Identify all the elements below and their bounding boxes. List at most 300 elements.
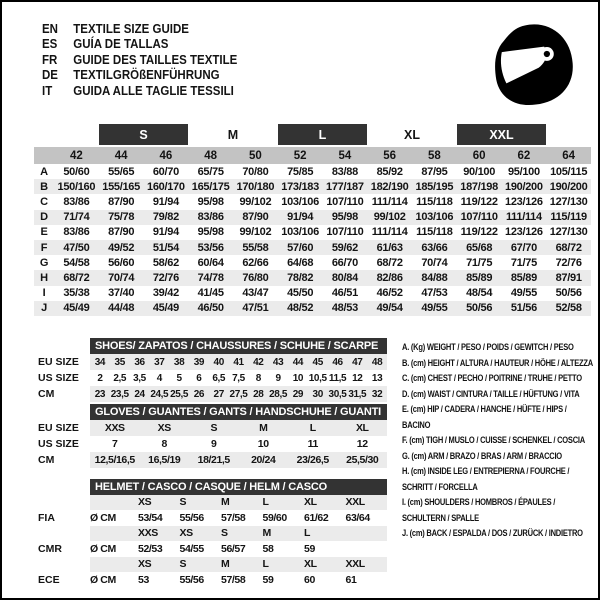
gutter	[34, 479, 90, 495]
size-cell: 8	[161, 438, 167, 450]
size-cell: M	[221, 557, 263, 573]
measurement-cell: 95/98	[331, 211, 358, 224]
standard-label: CMR	[38, 542, 62, 555]
measurement-cell: 47/51	[242, 302, 269, 315]
measurement-cell: 50/60	[63, 165, 90, 178]
measurement-cell: 190/200	[549, 180, 588, 193]
size-row-cm	[34, 452, 387, 468]
legend-item: C. (cm) CHEST / PECHO / POITRINE / TRUHE / PETTO	[402, 373, 582, 383]
measurement-cell: 87/90	[108, 195, 135, 208]
size-cell: 61/62	[304, 511, 329, 524]
guide-title: GUIDA ALLE TAGLIE TESSILI	[73, 83, 234, 98]
measurement-cell: 70/74	[108, 271, 135, 284]
measurement-cell: 150/160	[57, 180, 96, 193]
size-cell: 53	[138, 573, 149, 586]
row-label: EU SIZE	[38, 356, 79, 368]
measurement-cell: 49/52	[108, 241, 135, 254]
size-cell: 26	[189, 386, 209, 402]
size-number: 56	[383, 149, 397, 162]
standard-label	[34, 557, 90, 573]
measurement-row	[34, 194, 591, 209]
measurement-cell: 71/75	[466, 256, 493, 269]
measurement-cell: 65/68	[466, 241, 493, 254]
measurement-cell: 50/56	[466, 302, 493, 315]
size-cell: 60	[304, 573, 315, 586]
measurement-cell: 51/56	[510, 302, 537, 315]
size-cell: M	[221, 495, 263, 511]
measurement-cell: 79/82	[152, 211, 179, 224]
measurement-cell: 60/70	[152, 165, 179, 178]
measurement-cell: 83/88	[331, 165, 358, 178]
size-cell: 37	[149, 354, 169, 370]
measurement-cell: 78/82	[287, 271, 314, 284]
measurement-cell: 72/76	[555, 256, 582, 269]
measurement-cell: 55/58	[242, 241, 269, 254]
measurement-cell: 47/50	[63, 241, 90, 254]
size-cell: 47	[347, 354, 367, 370]
measurement-cell: 123/126	[505, 226, 543, 239]
measurement-cell: 50/56	[555, 287, 582, 300]
measurement-cell: 47/53	[421, 287, 448, 300]
legend-item: B. (cm) HEIGHT / ALTURA / HAUTEUR / HÖHE / ALTEZZA	[402, 357, 593, 368]
measurement-cell: 85/89	[466, 271, 493, 284]
table-header-row	[34, 338, 387, 354]
measurement-cell: 119/122	[460, 195, 498, 208]
size-cell: L	[288, 420, 338, 436]
measurement-cell: 62/66	[242, 256, 269, 269]
size-row-cm	[34, 386, 387, 402]
measurement-legend	[402, 340, 596, 542]
diameter-cell: Ø CM	[90, 542, 116, 555]
measurement-cell: 66/70	[331, 256, 358, 269]
measurement-cell: 155/165	[102, 180, 140, 193]
size-cell: 9	[211, 438, 217, 450]
measurement-row	[34, 255, 591, 270]
standard-row-ece	[34, 572, 387, 588]
language-row	[42, 68, 237, 83]
measurement-cell: 39/42	[152, 287, 179, 300]
measurement-cell: 107/110	[460, 211, 498, 224]
size-cell: 23/26,5	[288, 452, 338, 468]
size-cell: 63/64	[345, 511, 370, 524]
size-cell: M	[263, 526, 305, 542]
spacer	[546, 124, 591, 145]
measurement-cell: 190/200	[505, 180, 543, 193]
measurement-cell: 111/114	[505, 211, 542, 224]
measurement-cell: 55/65	[108, 165, 135, 178]
measurement-cell: 165/175	[191, 180, 230, 193]
row-letter: F	[40, 241, 48, 254]
measurement-cell: 48/54	[466, 287, 493, 300]
measurement-cell: 99/102	[373, 211, 406, 224]
legend-item: J. (cm) BACK / ESPALDA / DOS / ZURÜCK / INDIETRO	[402, 528, 583, 538]
size-cell: 27,5	[229, 386, 249, 402]
measurement-cell: 45/50	[287, 287, 314, 300]
size-cell: 30,5	[328, 386, 348, 402]
size-label-row	[34, 557, 387, 573]
language-row	[42, 37, 237, 52]
size-cell: 59	[262, 573, 274, 586]
size-cell: 20/24	[239, 452, 289, 468]
table-title: GLOVES / GUANTES / GANTS / HANDSCHUHE / GUANTI	[90, 404, 387, 420]
measurement-cell: 49/55	[421, 302, 448, 315]
measurement-cell: 99/102	[239, 195, 272, 208]
language-row	[42, 22, 237, 37]
size-cell: L	[263, 495, 305, 511]
size-number: 54	[338, 149, 352, 162]
measurement-cell: 115/118	[416, 226, 453, 239]
measurement-cell: 46/50	[197, 302, 224, 315]
size-row-us-size	[34, 436, 387, 452]
size-cell: 12	[356, 438, 368, 450]
language-code: IT	[42, 83, 53, 98]
measurement-cell: 103/106	[415, 211, 454, 224]
size-row-eu-size	[34, 420, 387, 436]
standard-label	[34, 526, 90, 542]
measurement-cell: 75/85	[287, 165, 314, 178]
size-cell: XS	[180, 526, 222, 542]
row-label: US SIZE	[38, 438, 79, 450]
measurement-cell: 67/70	[510, 241, 537, 254]
size-cell: 57/58	[221, 511, 246, 524]
size-cell: 25,5/30	[338, 452, 388, 468]
diameter-cell: Ø CM	[90, 511, 116, 524]
measurement-cell: 64/68	[287, 256, 314, 269]
guide-title: TEXTILGRÖßENFÜHRUNG	[73, 68, 220, 83]
size-cell: 28,5	[268, 386, 288, 402]
size-number: 50	[248, 149, 262, 162]
spacer	[34, 147, 54, 164]
measurement-cell: 95/98	[197, 195, 224, 208]
size-group-xxl: XXL	[457, 124, 547, 145]
size-cell: XXS	[138, 526, 180, 542]
measurement-cell: 57/60	[287, 241, 314, 254]
size-label-row	[34, 526, 387, 542]
size-cell: 28	[248, 386, 268, 402]
row-label: US SIZE	[38, 372, 79, 384]
row-letter: J	[41, 302, 47, 315]
measurement-cell: 182/190	[370, 180, 409, 193]
guide-title: GUIDE DES TAILLES TEXTILE	[73, 52, 238, 67]
diameter-cell: Ø CM	[90, 573, 116, 586]
measurement-cell: 123/126	[505, 195, 543, 208]
size-cell: 52/53	[138, 542, 163, 555]
size-cell: 59/60	[262, 511, 287, 524]
measurement-cell: 111/114	[371, 226, 408, 239]
standard-row-fia	[34, 510, 387, 526]
measurement-row	[34, 179, 591, 194]
language-title-list	[42, 22, 237, 99]
size-cell: 12,5/16,5	[90, 452, 140, 468]
size-group-row	[34, 124, 591, 147]
size-cell: 32	[367, 386, 387, 402]
language-row	[42, 84, 237, 99]
measurement-cell: 90/100	[463, 165, 496, 178]
measurement-cell: 105/115	[550, 165, 588, 178]
measurement-cell: 99/102	[239, 226, 272, 239]
spacer	[34, 124, 99, 145]
measurement-cell: 70/74	[421, 256, 448, 269]
size-cell: 55/56	[179, 511, 204, 524]
size-cell: 7	[112, 438, 118, 450]
measurement-cell: 107/110	[326, 195, 364, 208]
size-cell: 42	[248, 354, 268, 370]
row-letter: H	[40, 271, 48, 284]
size-cell: 35	[110, 354, 130, 370]
size-label-row	[34, 495, 387, 511]
size-cell: 38	[169, 354, 189, 370]
size-cell: XXL	[346, 557, 388, 573]
size-cell: 4	[156, 372, 162, 384]
measurement-cell: 68/72	[555, 241, 582, 254]
measurement-cell: 187/198	[460, 180, 498, 193]
measurement-cell: 84/88	[421, 271, 448, 284]
language-code: DE	[42, 68, 58, 83]
size-cell: 5	[176, 372, 182, 384]
size-cell: 2,5	[113, 372, 127, 384]
measurement-cell: 119/122	[460, 226, 498, 239]
size-group-l: L	[278, 124, 368, 145]
measurement-cell: 41/45	[197, 287, 224, 300]
standard-label	[34, 495, 90, 511]
size-cell: 30	[308, 386, 328, 402]
measurement-cell: 111/114	[371, 195, 408, 208]
helmet-size-table	[34, 479, 387, 588]
size-cell: 10	[292, 372, 304, 384]
measurement-row	[34, 225, 591, 240]
size-cell: 6,5	[212, 372, 226, 384]
size-cell: 59	[304, 542, 315, 555]
measurement-cell: 43/47	[242, 287, 269, 300]
measurement-cell: 37/40	[108, 287, 135, 300]
language-code: ES	[42, 37, 58, 52]
standard-row-cmr	[34, 541, 387, 557]
measurement-cell: 85/92	[376, 165, 403, 178]
legend-item: A. (Kg) WEIGHT / PESO / POIDS / GEWITCH / PESO	[402, 342, 574, 352]
size-cell	[346, 526, 388, 542]
measurement-cell: 71/74	[63, 211, 90, 224]
guide-title: GUÍA DE TALLAS	[73, 37, 169, 52]
measurement-cell: 51/54	[152, 241, 179, 254]
size-cell: 43	[268, 354, 288, 370]
size-group-xl: XL	[404, 127, 420, 142]
size-cell: 46	[328, 354, 348, 370]
size-cell: 6	[196, 372, 202, 384]
measurement-cell: 49/54	[376, 302, 403, 315]
measurement-cell: 72/76	[152, 271, 179, 284]
table-title: SHOES/ ZAPATOS / CHAUSSURES / SCHUHE / SCARPE	[90, 338, 387, 354]
size-cell: S	[180, 557, 222, 573]
size-cell: 10,5	[308, 372, 327, 384]
shoes-size-table	[34, 338, 387, 402]
size-cell: 55/56	[179, 573, 204, 586]
size-cell: 31,5	[347, 386, 367, 402]
size-cell: XL	[304, 495, 346, 511]
legend-item: D. (cm) WAIST / CINTURA / TAILLE / HÜFTUNG / VITA	[402, 388, 580, 399]
measurement-cell: 115/119	[550, 211, 587, 224]
standard-label: FIA	[38, 511, 55, 524]
language-code: EN	[42, 22, 58, 36]
size-cell: 39	[189, 354, 209, 370]
table-header-row	[34, 479, 387, 495]
size-cell: L	[304, 526, 346, 542]
measurement-row	[34, 164, 591, 179]
measurement-cell: 75/78	[108, 211, 135, 224]
measurement-cell: 103/106	[281, 195, 319, 208]
standard-label: ECE	[38, 573, 60, 586]
size-cell: 18/21,5	[189, 452, 239, 468]
row-letter: A	[40, 165, 48, 178]
size-cell: 24,5	[149, 386, 169, 402]
size-cell: M	[239, 420, 289, 436]
table-header-row	[34, 404, 387, 420]
measurement-cell: 177/187	[326, 180, 364, 193]
measurement-cell: 46/52	[376, 287, 403, 300]
row-letter: G	[39, 256, 49, 269]
size-cell: 61	[345, 573, 357, 586]
measurement-cell: 61/63	[376, 241, 403, 254]
size-number: 48	[204, 149, 218, 162]
measurement-cell: 48/52	[287, 302, 314, 315]
measurement-cell: 76/80	[242, 271, 269, 284]
measurement-cell: 173/183	[281, 180, 319, 193]
size-cell: 44	[288, 354, 308, 370]
size-cell: XXL	[346, 495, 388, 511]
size-cell	[346, 541, 388, 557]
measurement-cell: 68/72	[63, 271, 90, 284]
measurement-cell: 87/91	[555, 271, 582, 284]
language-row	[42, 53, 237, 68]
size-number: 46	[159, 149, 173, 162]
measurement-cell: 83/86	[63, 226, 90, 239]
size-cell: 8	[255, 372, 261, 384]
gloves-size-table	[34, 404, 387, 468]
gutter	[34, 338, 90, 354]
row-letter: D	[40, 211, 48, 224]
measurement-cell: 85/89	[510, 271, 537, 284]
size-number: 62	[517, 149, 531, 162]
legend-item: G. (cm) ARM / BRAZO / BRAS / ARM / BRACCIO	[402, 450, 562, 461]
size-row-eu-size	[34, 354, 387, 370]
measurement-cell: 87/90	[242, 211, 269, 224]
size-cell: 24	[130, 386, 150, 402]
measurement-cell: 160/170	[147, 180, 185, 193]
measurement-cell: 91/94	[152, 226, 179, 239]
measurement-cell: 82/86	[376, 271, 403, 284]
size-cell: 40	[209, 354, 229, 370]
measurement-row	[34, 240, 591, 255]
measurement-cell: 63/66	[421, 241, 448, 254]
size-cell: 9	[275, 372, 281, 384]
table-title: HELMET / CASCO / CASQUE / HELM / CASCO	[90, 479, 387, 495]
measurement-cell: 103/106	[281, 226, 319, 239]
row-letter: C	[40, 195, 48, 208]
measurement-cell: 35/38	[63, 287, 90, 300]
legend-item: I. (cm) SHOULDERS / HOMBROS / ÉPAULES / SCHULTERN / SPALLE	[402, 497, 556, 523]
measurement-cell: 60/64	[197, 256, 224, 269]
size-cell: 29	[288, 386, 308, 402]
measurement-cell: 95/98	[197, 226, 224, 239]
measurement-cell: 74/78	[197, 271, 224, 284]
legend-item: F. (cm) TIGH / MUSLO / CUISSE / SCHENKEL / COSCIA	[402, 435, 585, 445]
measurement-row	[34, 270, 591, 285]
measurement-row	[34, 210, 591, 225]
measurement-cell: 45/49	[152, 302, 179, 315]
size-cell: S	[180, 495, 222, 511]
row-label: CM	[38, 454, 55, 466]
size-cell: 36	[130, 354, 150, 370]
size-cell: 41	[229, 354, 249, 370]
language-code: FR	[42, 52, 58, 67]
size-cell: 34	[90, 354, 110, 370]
row-label: EU SIZE	[38, 422, 79, 434]
size-cell: 56/57	[221, 542, 246, 555]
size-number: 60	[472, 149, 486, 162]
measurement-cell: 170/180	[236, 180, 275, 193]
size-cell: 12	[352, 372, 363, 384]
measurement-cell: 185/195	[415, 180, 454, 193]
size-cell: XL	[338, 420, 388, 436]
size-cell: 54/55	[179, 542, 204, 555]
measurement-cell: 70/80	[242, 165, 269, 178]
size-cell: XXS	[90, 420, 140, 436]
size-cell: 10	[257, 438, 269, 450]
measurement-cell: 83/86	[63, 195, 90, 208]
size-cell: XL	[304, 557, 346, 573]
row-letter: E	[40, 226, 48, 239]
size-cell: 23,5	[110, 386, 130, 402]
measurement-cell: 87/95	[421, 165, 448, 178]
measurement-cell: 56/60	[108, 256, 135, 269]
size-cell: 13	[371, 372, 383, 384]
measurement-cell: 91/94	[152, 195, 179, 208]
size-cell: S	[221, 526, 263, 542]
measurement-cell: 58/62	[152, 256, 179, 269]
size-group-s: S	[99, 124, 189, 145]
measurement-cell: 95/100	[507, 165, 540, 178]
size-cell: 48	[367, 354, 387, 370]
measurement-cell: 44/48	[108, 302, 135, 315]
guide-title: TEXTILE SIZE GUIDE	[73, 22, 189, 36]
size-number: 58	[427, 149, 441, 162]
size-cell: 23	[90, 386, 110, 402]
size-cell: L	[263, 557, 305, 573]
size-number: 42	[69, 149, 83, 162]
measurement-cell: 52/58	[555, 302, 582, 315]
measurement-cell: 45/49	[63, 302, 90, 315]
measurement-row	[34, 301, 591, 316]
row-letter: I	[42, 287, 46, 300]
size-number-row	[34, 147, 591, 164]
measurement-cell: 115/118	[416, 195, 453, 208]
measurement-cell: 48/53	[331, 302, 358, 315]
row-letter: B	[40, 180, 48, 193]
measurement-cell: 68/72	[376, 256, 403, 269]
legend-item: E. (cm) HIP / CADERA / HANCHE / HÜFTE / HIPS / BACINO	[402, 404, 567, 430]
measurement-cell: 46/51	[331, 287, 358, 300]
size-cell: 7,5	[232, 372, 245, 384]
size-cell: 16,5/19	[140, 452, 190, 468]
diameter-cell	[90, 526, 138, 542]
textile-size-table	[34, 124, 591, 316]
gutter	[34, 404, 90, 420]
diameter-cell	[90, 495, 138, 511]
measurement-row	[34, 286, 591, 301]
measurement-cell: 127/130	[549, 226, 588, 239]
size-cell: 11,5	[328, 372, 347, 384]
size-cell: 57/58	[221, 573, 246, 586]
size-group-m: M	[227, 127, 239, 142]
